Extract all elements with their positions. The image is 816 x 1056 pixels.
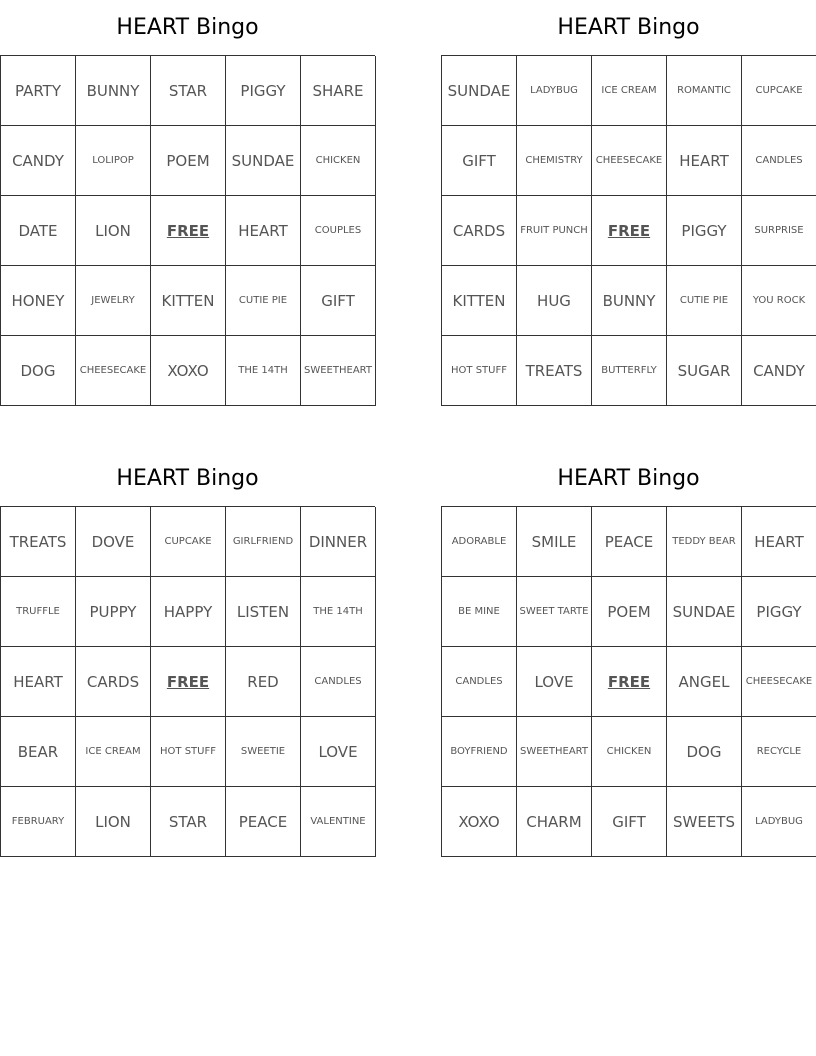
free-space-cell: FREE xyxy=(592,196,667,266)
card-title: HEART Bingo xyxy=(116,15,259,40)
bingo-cell: STAR xyxy=(151,787,226,857)
bingo-cell: RECYCLE xyxy=(742,717,816,787)
bingo-cell: GIFT xyxy=(442,126,517,196)
bingo-grid xyxy=(0,506,375,857)
bingo-cell: PEACE xyxy=(226,787,301,857)
bingo-cell: VALENTINE xyxy=(301,787,376,857)
bingo-cell: FRUIT PUNCH xyxy=(517,196,592,266)
bingo-cell: CUPCAKE xyxy=(151,507,226,577)
bingo-cell: GIFT xyxy=(301,266,376,336)
bingo-grid xyxy=(441,55,816,406)
free-space-cell: FREE xyxy=(151,647,226,717)
card-title: HEART Bingo xyxy=(557,466,700,491)
bingo-cell: LISTEN xyxy=(226,577,301,647)
bingo-cell: POEM xyxy=(151,126,226,196)
card-title: HEART Bingo xyxy=(116,466,259,491)
bingo-cell: SHARE xyxy=(301,56,376,126)
bingo-cell: DOG xyxy=(667,717,742,787)
bingo-cell: HUG xyxy=(517,266,592,336)
card-title: HEART Bingo xyxy=(557,15,700,40)
bingo-cell: ICE CREAM xyxy=(592,56,667,126)
bingo-cell: CANDLES xyxy=(742,126,816,196)
bingo-cell: SUNDAE xyxy=(442,56,517,126)
bingo-cell: LOLIPOP xyxy=(76,126,151,196)
bingo-cell: ADORABLE xyxy=(442,507,517,577)
bingo-cell: CANDY xyxy=(1,126,76,196)
bingo-cell: BUNNY xyxy=(76,56,151,126)
bingo-cell: CHEESECAKE xyxy=(742,647,816,717)
bingo-cell: SMILE xyxy=(517,507,592,577)
bingo-cell: POEM xyxy=(592,577,667,647)
bingo-cell: LION xyxy=(76,787,151,857)
bingo-cell: CHICKEN xyxy=(592,717,667,787)
bingo-cell: CHARM xyxy=(517,787,592,857)
bingo-cell: HOT STUFF xyxy=(151,717,226,787)
bingo-cell: SWEETIE xyxy=(226,717,301,787)
bingo-cell: ICE CREAM xyxy=(76,717,151,787)
bingo-cell: SWEETHEART xyxy=(301,336,376,406)
bingo-cell: SUNDAE xyxy=(667,577,742,647)
bingo-cell: CHEMISTRY xyxy=(517,126,592,196)
bingo-cell: HEART xyxy=(1,647,76,717)
bingo-cell: PIGGY xyxy=(742,577,816,647)
bingo-cell: KITTEN xyxy=(151,266,226,336)
bingo-cell: CANDLES xyxy=(442,647,517,717)
bingo-cell: FEBRUARY xyxy=(1,787,76,857)
bingo-cell: HONEY xyxy=(1,266,76,336)
bingo-cell: XOXO xyxy=(151,336,226,406)
bingo-card-4 xyxy=(441,451,816,857)
bingo-cell: CARDS xyxy=(442,196,517,266)
bingo-cell: CUPCAKE xyxy=(742,56,816,126)
bingo-cell: LOVE xyxy=(301,717,376,787)
bingo-cell: XOXO xyxy=(442,787,517,857)
bingo-cell: BUNNY xyxy=(592,266,667,336)
bingo-grid xyxy=(441,506,816,857)
bingo-cell: TREATS xyxy=(1,507,76,577)
bingo-cell: PIGGY xyxy=(667,196,742,266)
bingo-cell: CHICKEN xyxy=(301,126,376,196)
bingo-cell: CARDS xyxy=(76,647,151,717)
bingo-cell: BEAR xyxy=(1,717,76,787)
bingo-cell: SWEET TARTE xyxy=(517,577,592,647)
free-space-cell: FREE xyxy=(592,647,667,717)
bingo-cell: TRUFFLE xyxy=(1,577,76,647)
bingo-cell: HEART xyxy=(742,507,816,577)
bingo-cell: BOYFRIEND xyxy=(442,717,517,787)
bingo-cell: LADYBUG xyxy=(517,56,592,126)
bingo-cell: DOG xyxy=(1,336,76,406)
bingo-cell: LADYBUG xyxy=(742,787,816,857)
bingo-cell: SUGAR xyxy=(667,336,742,406)
bingo-cell: PUPPY xyxy=(76,577,151,647)
bingo-cell: HEART xyxy=(226,196,301,266)
bingo-cell: THE 14TH xyxy=(301,577,376,647)
bingo-cell: YOU ROCK xyxy=(742,266,816,336)
bingo-cell: LION xyxy=(76,196,151,266)
bingo-cell: ROMANTIC xyxy=(667,56,742,126)
bingo-cell: STAR xyxy=(151,56,226,126)
bingo-cell: CHEESECAKE xyxy=(592,126,667,196)
bingo-cell: HAPPY xyxy=(151,577,226,647)
bingo-cell: BUTTERFLY xyxy=(592,336,667,406)
bingo-cell: PARTY xyxy=(1,56,76,126)
bingo-cell: CUTIE PIE xyxy=(667,266,742,336)
bingo-cell: ANGEL xyxy=(667,647,742,717)
bingo-card-2 xyxy=(441,0,816,406)
bingo-cell: CANDLES xyxy=(301,647,376,717)
bingo-cell: KITTEN xyxy=(442,266,517,336)
free-space-cell: FREE xyxy=(151,196,226,266)
bingo-cell: CANDY xyxy=(742,336,816,406)
bingo-cell: DOVE xyxy=(76,507,151,577)
bingo-card-3 xyxy=(0,451,375,857)
bingo-cell: PIGGY xyxy=(226,56,301,126)
bingo-cell: DATE xyxy=(1,196,76,266)
bingo-cell: TEDDY BEAR xyxy=(667,507,742,577)
bingo-cell: CUTIE PIE xyxy=(226,266,301,336)
bingo-cell: GIRLFRIEND xyxy=(226,507,301,577)
bingo-cell: HOT STUFF xyxy=(442,336,517,406)
bingo-cell: GIFT xyxy=(592,787,667,857)
bingo-cell: SUNDAE xyxy=(226,126,301,196)
bingo-grid xyxy=(0,55,375,406)
bingo-cell: DINNER xyxy=(301,507,376,577)
bingo-cell: HEART xyxy=(667,126,742,196)
bingo-cell: SWEETHEART xyxy=(517,717,592,787)
bingo-cell: SWEETS xyxy=(667,787,742,857)
bingo-cell: THE 14TH xyxy=(226,336,301,406)
bingo-cell: TREATS xyxy=(517,336,592,406)
bingo-cell: LOVE xyxy=(517,647,592,717)
bingo-cell: SURPRISE xyxy=(742,196,816,266)
bingo-cell: JEWELRY xyxy=(76,266,151,336)
bingo-cell: BE MINE xyxy=(442,577,517,647)
bingo-cell: PEACE xyxy=(592,507,667,577)
bingo-cell: RED xyxy=(226,647,301,717)
bingo-cell: COUPLES xyxy=(301,196,376,266)
bingo-card-1 xyxy=(0,0,375,406)
bingo-cell: CHEESECAKE xyxy=(76,336,151,406)
